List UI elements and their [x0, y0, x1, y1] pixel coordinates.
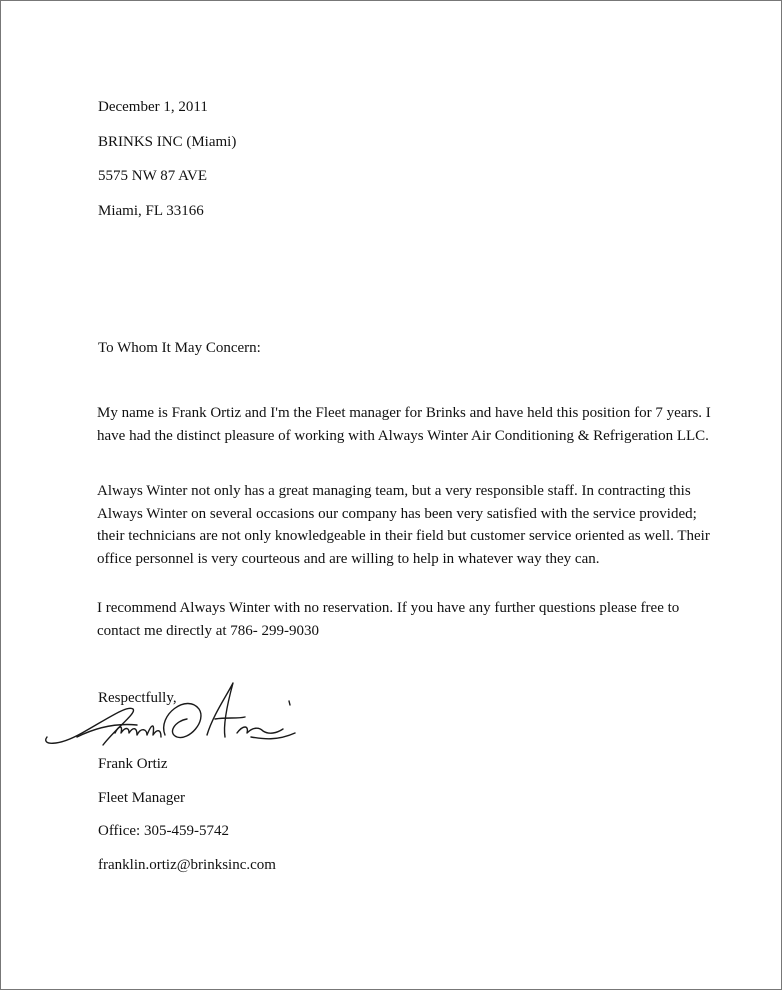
body-paragraph-3: I recommend Always Winter with no reservation. If you have any further questions please free to contact me directly at 786- 299-9030 [97, 600, 680, 639]
signer-title: Fleet Manager [98, 790, 186, 806]
recipient-city: Miami, FL 33166 [98, 203, 204, 219]
recipient-company: BRINKS INC (Miami) [98, 134, 237, 150]
body-paragraph-1: My name is Frank Ortiz and I'm the Fleet manager for Brinks and have held this position for 7 years. I have had the distinct pleasure of working with Always Winter Air Conditioning & Refrigeration LLC. [97, 405, 711, 444]
signer-name: Frank Ortiz [98, 756, 168, 772]
valediction: Respectfully, [98, 690, 177, 706]
letter-date: December 1, 2011 [98, 99, 208, 115]
signer-office-phone: Office: 305-459-5742 [98, 823, 229, 839]
salutation: To Whom It May Concern: [98, 340, 261, 356]
signer-email: franklin.ortiz@brinksinc.com [98, 857, 276, 873]
body-paragraph-2: Always Winter not only has a great managing team, but a very responsible staff. In contracting this Always Winter on several occasions our company has been very satisfied with the service provided; their technicians are not only knowledgeable in their field but customer service oriented as well. Their office personnel is very courteous and are willing to help in whatever way they can. [97, 483, 710, 567]
recipient-street: 5575 NW 87 AVE [98, 168, 208, 184]
handwritten-signature-icon [37, 675, 307, 755]
